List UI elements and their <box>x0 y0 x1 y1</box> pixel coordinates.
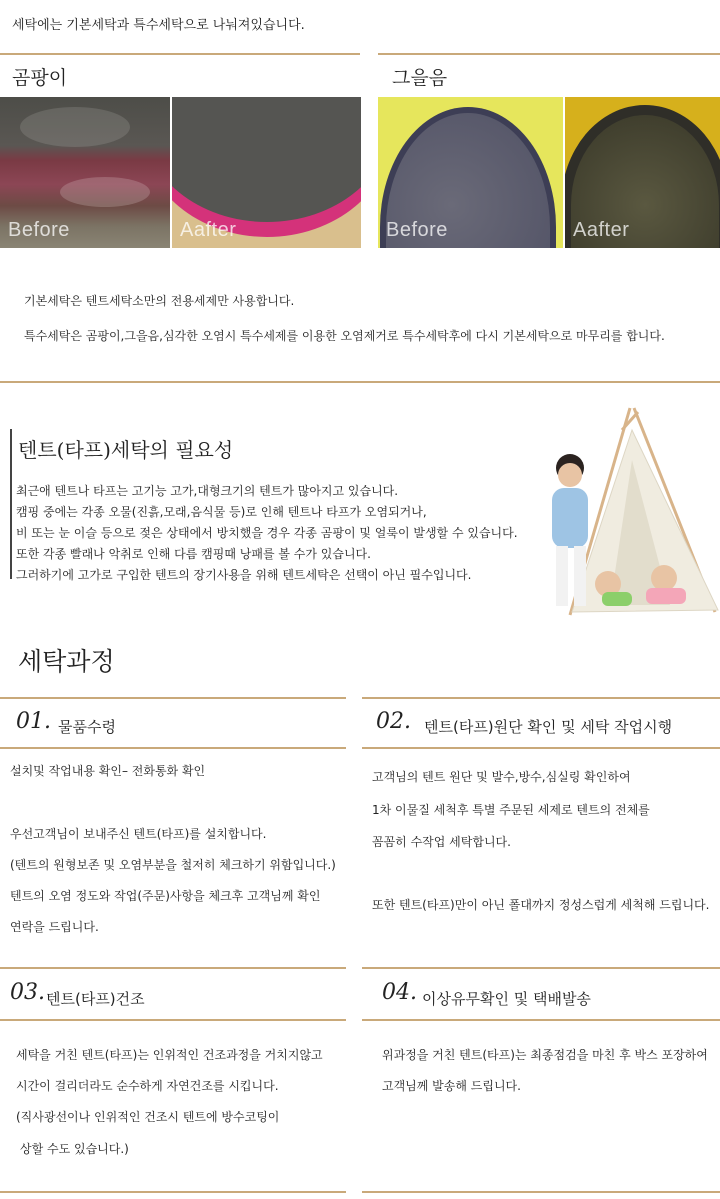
step-line: 고객님께 발송해 드립니다. <box>382 1079 521 1093</box>
mold-after-photo <box>172 97 361 248</box>
divider <box>0 967 346 969</box>
divider <box>362 1019 720 1021</box>
divider <box>362 697 720 699</box>
family-tent-illustration <box>530 400 720 620</box>
step-line: 우선고객님이 보내주신 텐트(타프)를 설치합니다. <box>10 827 267 841</box>
divider <box>362 1191 720 1193</box>
step-line: 꼼꼼히 수작업 세탁합니다. <box>372 835 511 849</box>
wash-note-basic: 기본세탁은 텐트세탁소만의 전용세제만 사용합니다. <box>24 294 295 308</box>
divider <box>0 697 346 699</box>
step-line: (직사광선이나 인위적인 건조시 텐트에 방수코팅이 <box>16 1110 280 1124</box>
intro-text: 세탁에는 기본세탁과 특수세탁으로 나눠져있습니다. <box>12 18 305 33</box>
step-number: 02. <box>376 709 411 734</box>
divider <box>378 53 720 55</box>
step-line: 1차 이물질 세척후 특별 주문된 세제로 텐트의 전체를 <box>372 803 650 817</box>
divider <box>0 381 720 383</box>
step-number: 03. <box>10 980 45 1005</box>
mold-title: 곰팡이 <box>12 67 68 89</box>
step-title: 물품수령 <box>58 718 116 736</box>
necessity-line: 또한 각종 빨래나 악취로 인해 다름 캠핑때 낭패를 볼 수가 있습니다. <box>16 547 371 561</box>
necessity-line: 그러하기에 고가로 구입한 텐트의 장기사용을 위해 텐트세탁은 선택이 아닌 필수입니다. <box>16 568 472 582</box>
soot-before-photo <box>378 97 563 248</box>
step-line: (텐트의 원형보존 및 오염부분을 철저히 체크하기 위함입니다.) <box>10 858 336 872</box>
divider <box>0 1191 346 1193</box>
divider <box>0 53 360 55</box>
step-line: 고객님의 텐트 원단 및 발수,방수,심실링 확인하여 <box>372 770 631 784</box>
soot-title: 그을음 <box>392 67 448 89</box>
wash-note-special: 특수세탁은 곰팡이,그을음,심각한 오염시 특수세제를 이용한 오염제거로 특수세탁후에 다시 기본세탁으로 마무리를 합니다. <box>24 329 665 343</box>
section-marker-bar <box>10 429 12 579</box>
divider <box>0 1019 346 1021</box>
step-line: 세탁을 거친 텐트(타프)는 인위적인 건조과정을 거치지않고 <box>16 1048 323 1062</box>
necessity-line: 최근애 텐트나 타프는 고기능 고가,대형크기의 텐트가 많아지고 있습니다. <box>16 484 399 498</box>
step-number: 04. <box>382 980 417 1005</box>
step-line: 시간이 걸리더라도 순수하게 자연건조를 시킵니다. <box>16 1079 279 1093</box>
divider <box>0 747 346 749</box>
before-label: Before <box>386 219 448 241</box>
after-label: Aafter <box>573 219 630 241</box>
step-line: 또한 텐트(타프)만이 아닌 폴대까지 정성스럽게 세척해 드립니다. <box>372 898 710 912</box>
process-title: 세탁과정 <box>18 647 115 676</box>
step-line: 위과정을 거친 텐트(타프)는 최종점검을 마친 후 박스 포장하여 <box>382 1048 708 1062</box>
before-label: Before <box>8 219 70 241</box>
divider <box>362 747 720 749</box>
step-line: 텐트의 오염 정도와 작업(주문)사항을 체크후 고객님께 확인 <box>10 889 321 903</box>
step-line: 연락을 드립니다. <box>10 920 99 934</box>
necessity-line: 캠핑 중에는 각종 오물(진흙,모래,음식물 등)로 인해 텐트나 타프가 오염되거나, <box>16 505 427 519</box>
step-title: 텐트(타프)원단 확인 및 세탁 작업시행 <box>424 718 673 736</box>
step-line: 상할 수도 있습니다.) <box>20 1142 129 1156</box>
after-label: Aafter <box>180 219 237 241</box>
step-line: 설치및 작업내용 확인– 전화통화 확인 <box>10 764 206 778</box>
step-title: 이상유무확인 및 택배발송 <box>422 990 591 1008</box>
soot-after-photo <box>565 97 720 248</box>
step-number: 01. <box>16 709 51 734</box>
divider <box>362 967 720 969</box>
step-title: 텐트(타프)건조 <box>46 990 145 1008</box>
mold-before-photo <box>0 97 170 248</box>
necessity-line: 비 또는 눈 이슬 등으로 젖은 상태에서 방치했을 경우 각종 곰팡이 및 얼룩이 발생할 수 있습니다. <box>16 526 518 540</box>
necessity-title: 텐트(타프)세탁의 필요성 <box>18 438 234 462</box>
